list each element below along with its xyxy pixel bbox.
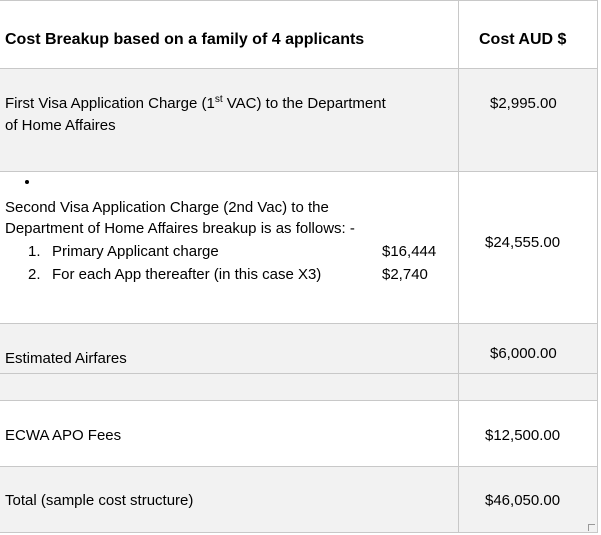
row-description-part: VAC) to the Department [222,95,386,112]
row-description: Total (sample cost structure) [5,492,194,509]
row-description-superscript: st [214,94,223,105]
row-cost: $24,555.00 [485,234,561,251]
table-row [0,324,598,374]
list-item-number: 2. [28,266,41,283]
row-description-cell [0,69,459,171]
table-row [0,401,598,467]
header-cost: Cost AUD $ [479,31,567,48]
table-row [0,69,598,172]
table-row [0,467,598,533]
list-item-amount: $16,444 [382,243,437,260]
spacer-row [0,374,598,401]
row-cost: $2,995.00 [490,95,557,112]
row-description-part: First Visa Application Charge (1 [5,95,215,112]
row-cost: $12,500.00 [485,427,561,444]
bullet-icon [25,180,29,184]
table-row [0,172,598,324]
spacer-cell [459,374,598,400]
row-cost-cell [459,324,598,373]
row-description-cell [0,467,459,532]
row-description-cell [0,324,459,373]
row-description-line1: Second Visa Application Charge (2nd Vac) to the [5,199,329,216]
resize-handle-icon[interactable] [588,524,595,531]
header-cost-cell [459,1,598,68]
list-item-label: Primary Applicant charge [52,243,219,260]
list-item-amount: $2,740 [382,266,428,283]
row-description: Estimated Airfares [5,350,127,367]
header-description-cell [0,1,459,68]
row-description-cell [0,401,459,466]
table-header-row [0,1,598,69]
row-description-cell [0,172,459,323]
list-item-number: 1. [28,243,41,260]
row-description-line2: of Home Affaires [5,117,116,134]
list-item-label: For each App thereafter (in this case X3) [52,266,322,283]
row-cost: $6,000.00 [490,345,557,362]
spacer-cell [0,374,459,400]
list-item [28,264,321,286]
header-description: Cost Breakup based on a family of 4 applicants [5,31,365,48]
row-cost-cell [459,467,598,532]
row-description [5,93,386,115]
row-cost: $46,050.00 [485,492,561,509]
row-description-line2: Department of Home Affaires breakup is as follows: - [5,220,355,237]
list-item [28,241,219,263]
row-description: ECWA APO Fees [5,427,122,444]
row-cost-cell [459,69,598,171]
row-cost-cell [459,172,598,323]
row-cost-cell [459,401,598,466]
